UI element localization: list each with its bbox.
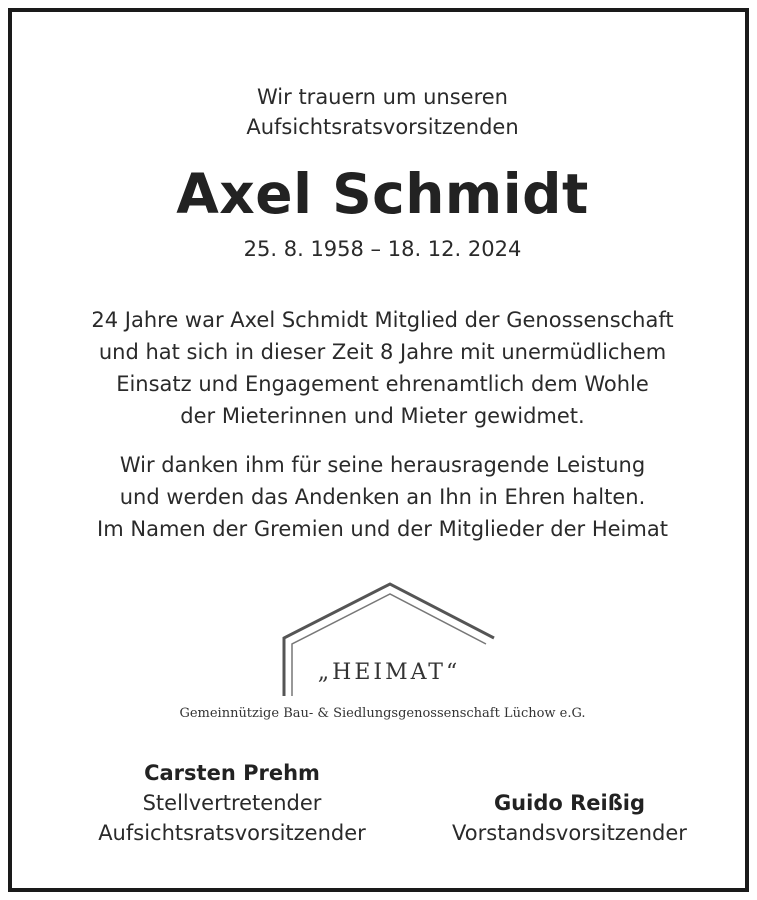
gratitude-paragraph (12, 449, 753, 545)
intro-text (12, 82, 753, 142)
tribute-line: der Mieterinnen und Mieter gewidmet. (180, 404, 585, 428)
tribute-line: und hat sich in dieser Zeit 8 Jahre mit unermüdlichem (98, 340, 667, 364)
life-dates: 25. 8. 1958 – 18. 12. 2024 (243, 237, 522, 261)
signatory-title: Aufsichtsratsvorsitzender (98, 821, 366, 845)
tribute-line: 24 Jahre war Axel Schmidt Mitglied der Genossenschaft (91, 308, 674, 332)
signatory-title: Stellvertretender (142, 791, 322, 815)
signatory-name: Guido Reißig (493, 791, 646, 815)
deceased-name: Axel Schmidt (176, 162, 589, 226)
gratitude-line: Wir danken ihm für seine herausragende Leistung (119, 453, 646, 477)
gratitude-line: Im Namen der Gremien und der Mitglieder der Heimat (97, 517, 668, 541)
intro-line-2: Aufsichtsratsvorsitzenden (246, 115, 519, 139)
notice-frame (8, 8, 749, 892)
tribute-line: Einsatz und Engagement ehrenamtlich dem Wohle (116, 372, 649, 396)
intro-line-1: Wir trauern um unseren (257, 85, 508, 109)
tribute-paragraph (12, 304, 753, 432)
signatory-name: Carsten Prehm (144, 761, 320, 785)
logo-wordmark: „HEIMAT“ (317, 660, 461, 685)
signatory-title: Vorstandsvorsitzender (452, 821, 687, 845)
signatory-right (412, 788, 727, 848)
cooperative-name: Gemeinnützige Bau- & Siedlungsgenossenschaft Lüchow e.G. (179, 706, 586, 721)
signatory-left (72, 758, 392, 848)
heimat-logo (280, 580, 498, 698)
gratitude-line: und werden das Andenken an Ihn in Ehren halten. (119, 485, 646, 509)
